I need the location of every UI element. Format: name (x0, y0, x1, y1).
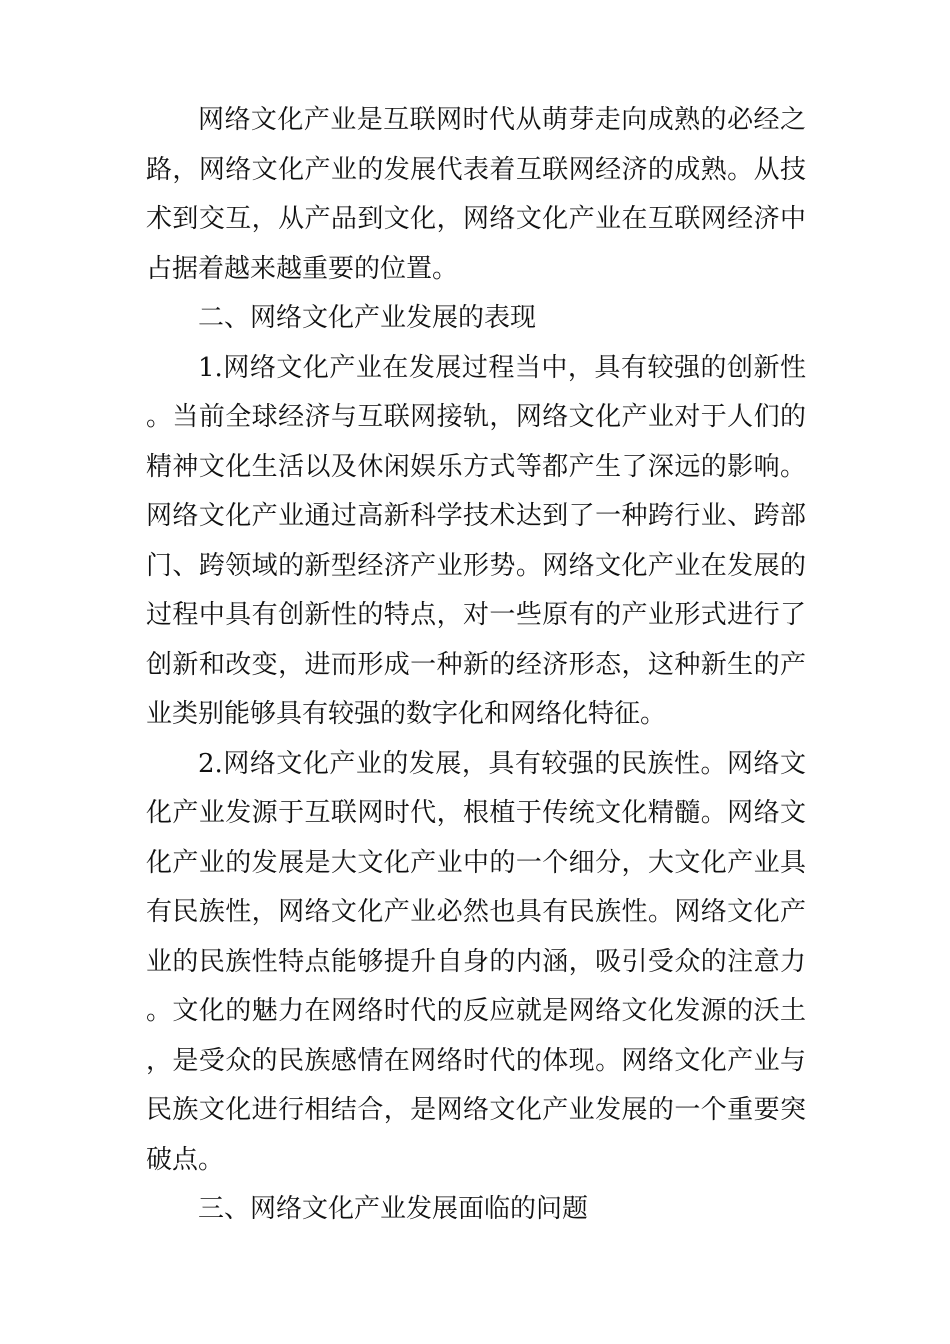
paragraph-intro: 网络文化产业是互联网时代从萌芽走向成熟的必经之路，网络文化产业的发展代表着互联网经济的成熟。从技术到交互，从产品到文化，网络文化产业在互联网经济中占据着越来越重要的位置。 (146, 105, 806, 284)
paragraph-nationality: 2.网络文化产业的发展，具有较强的民族性。网络文化产业发源于互联网时代，根植于传统文化精髓。网络文化产业的发展是大文化产业中的一个细分，大文化产业具有民族性，网络文化产业必然也具有民族性。网络文化产业的民族性特点能够提升自身的内涵，吸引受众的注意力。文化的魅力在网络时代的反应就是网络文化发源的沃土，是受众的民族感情在网络时代的体现。网络文化产业与民族文化进行相结合，是网络文化产业发展的一个重要突破点。 (146, 748, 806, 1175)
paragraph-innovation: 1.网络文化产业在发展过程当中，具有较强的创新性。当前全球经济与互联网接轨，网络文化产业对于人们的精神文化生活以及休闲娱乐方式等都产生了深远的影响。网络文化产业通过高新科学技术达到了一种跨行业、跨部门、跨领域的新型经济产业形势。网络文化产业在发展的过程中具有创新性的特点，对一些原有的产业形式进行了创新和改变，进而形成一种新的经济形态，这种新生的产业类别能够具有较强的数字化和网络化特征。 (146, 352, 806, 729)
section-heading-3: 三、网络文化产业发展面临的问题 (198, 1194, 589, 1224)
document-page (146, 96, 806, 1235)
section-heading-2: 二、网络文化产业发展的表现 (198, 303, 537, 333)
